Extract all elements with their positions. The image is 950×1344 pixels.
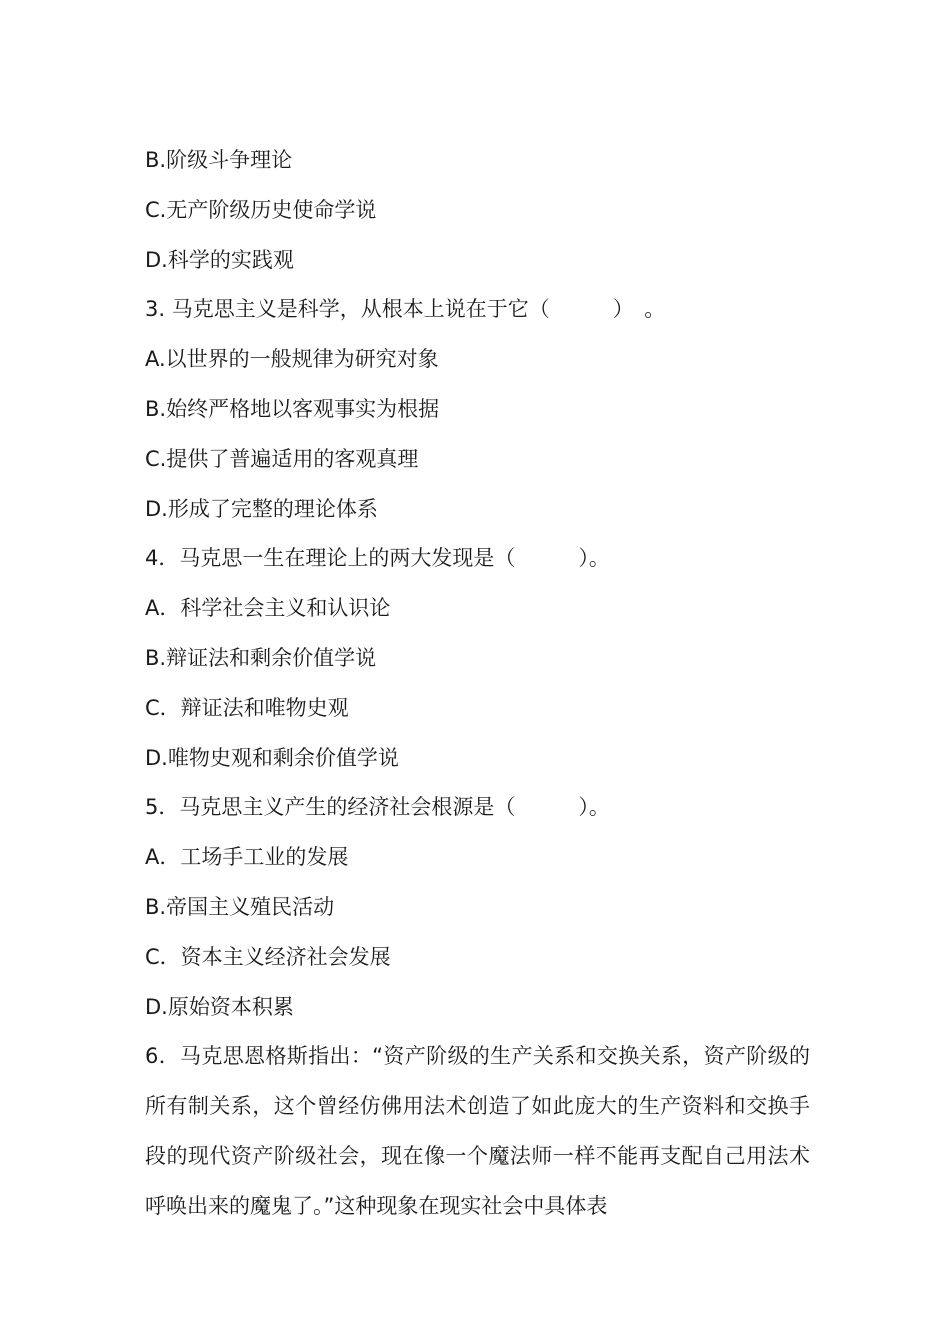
- question-6: 6．马克思恩格斯指出：“资产阶级的生产关系和交换关系，资产阶级的所有制关系，这个曾经仿佛用法术创造了如此庞大的生产资料和交换手段的现代资产阶级社会，现在像一个魔法师一样不能再支配自己用法术呼唤出来的魔鬼了。”这种现象在现实社会中具体表: [145, 1044, 810, 1218]
- option-5d: D.原始资本积累: [145, 994, 294, 1019]
- option-5a: A．工场手工业的发展: [145, 845, 349, 870]
- option-3c: C.提供了普遍适用的客观真理: [145, 446, 419, 471]
- option-4b: B.辩证法和剩余价值学说: [145, 645, 377, 670]
- option-5b: B.帝国主义殖民活动: [145, 894, 335, 919]
- option-3a: A.以世界的一般规律为研究对象: [145, 347, 439, 372]
- option-3d: D.形成了完整的理论体系: [145, 496, 378, 521]
- option-4c: C．辩证法和唯物史观: [145, 695, 349, 720]
- option-4d: D.唯物史观和剩余价值学说: [145, 745, 399, 770]
- option-2b: B.阶级斗争理论: [145, 148, 293, 172]
- question-4: 4．马克思一生在理论上的两大发现是（ ）。: [145, 546, 610, 571]
- question-3: 3. 马克思主义是科学，从根本上说在于它（ ） 。: [145, 297, 666, 322]
- option-5c: C．资本主义经济社会发展: [145, 944, 391, 969]
- question-5: 5．马克思主义产生的经济社会根源是（ ）。: [145, 795, 610, 820]
- document-content: [145, 136, 810, 1232]
- option-2d: D.科学的实践观: [145, 247, 294, 272]
- option-3b: B.始终严格地以客观事实为根据: [145, 396, 440, 421]
- option-4a: A．科学社会主义和认识论: [145, 596, 391, 621]
- option-2c: C.无产阶级历史使命学说: [145, 197, 377, 222]
